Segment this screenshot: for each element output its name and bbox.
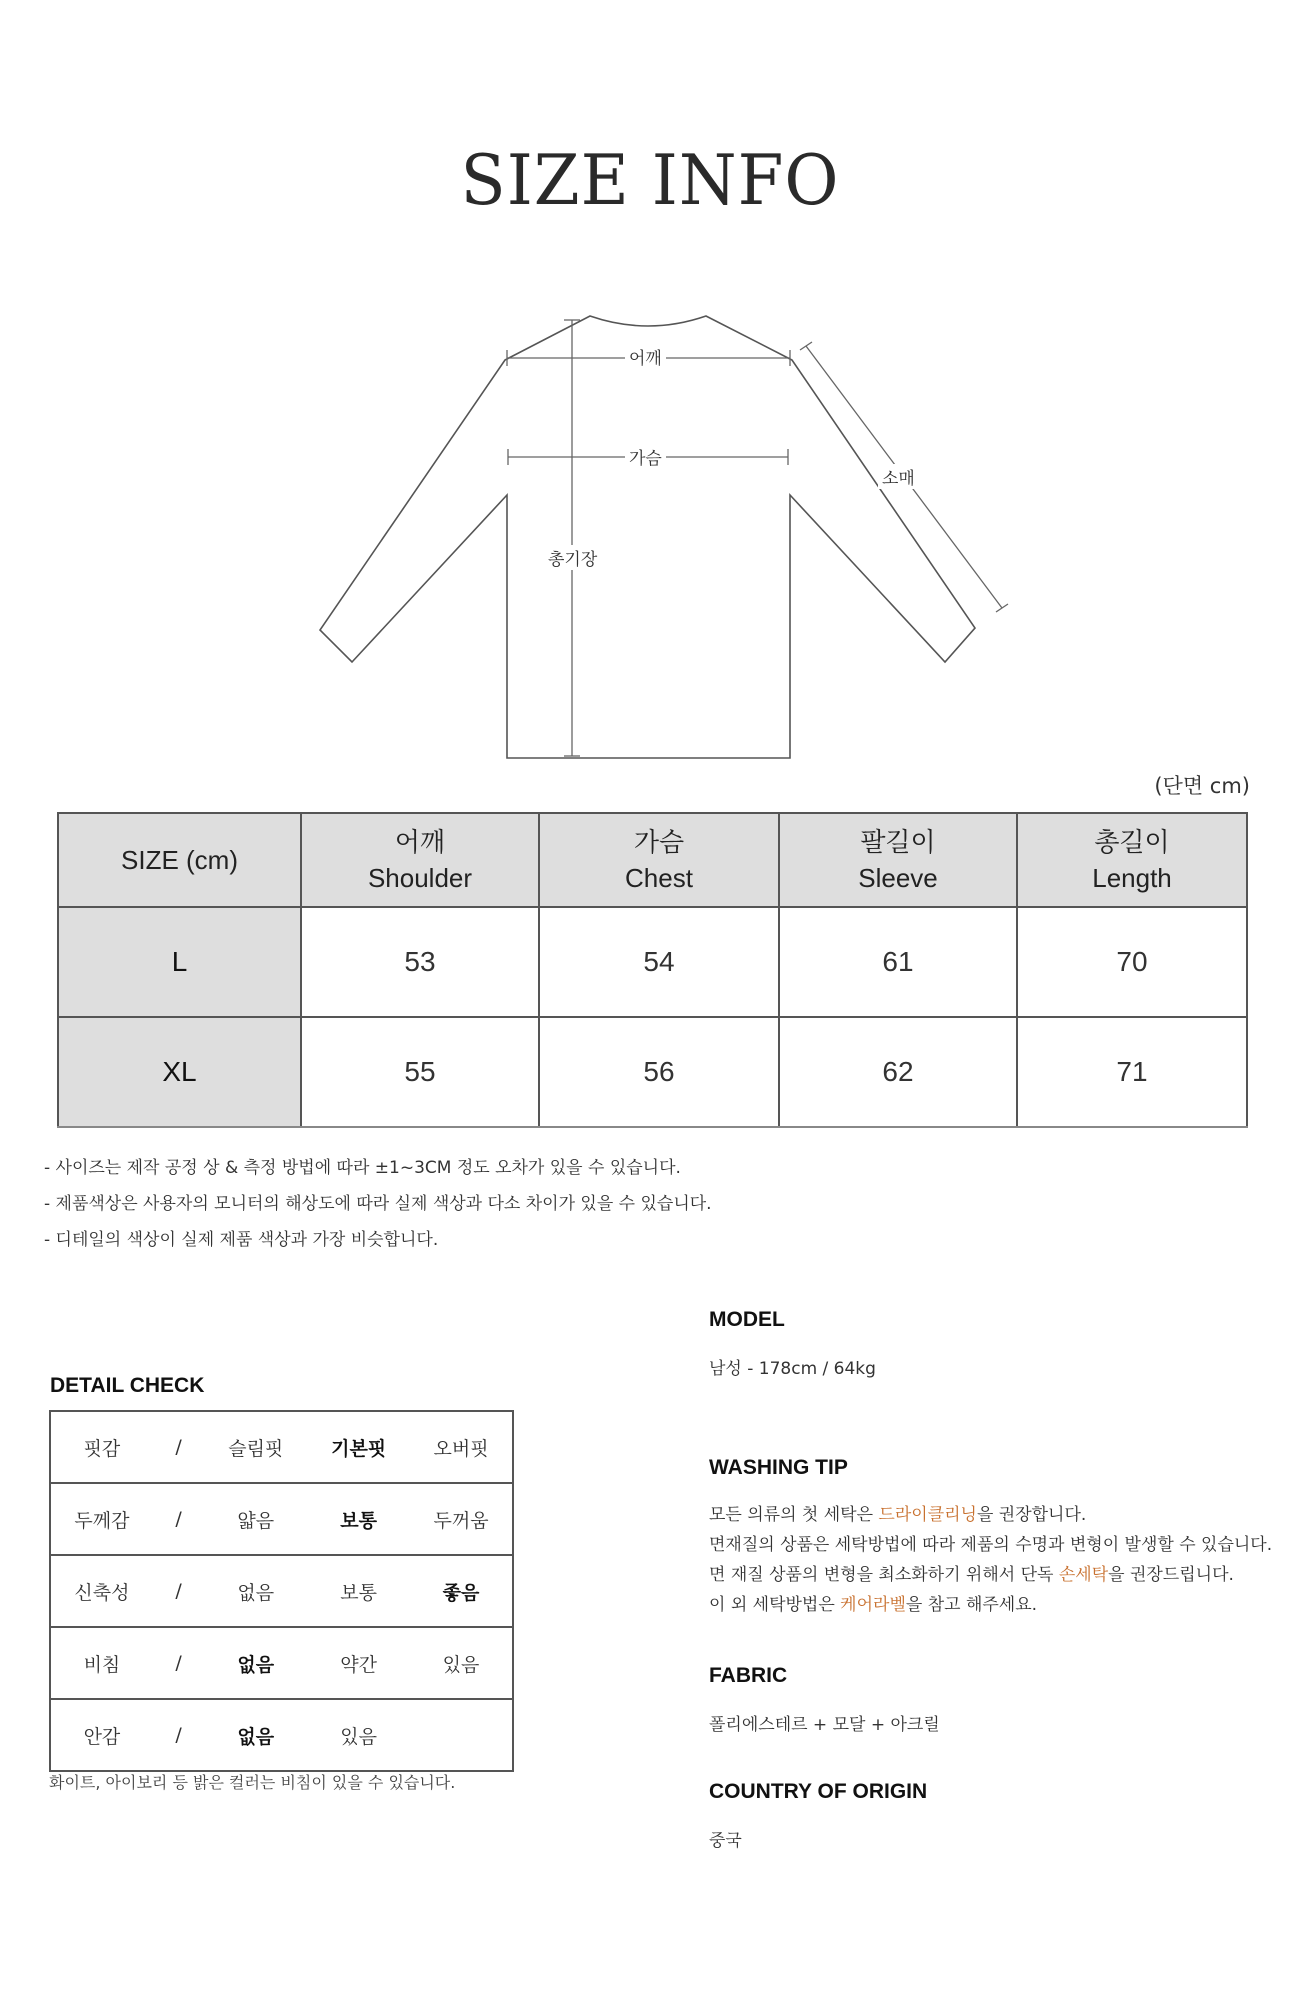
detail-check-row [50,1483,513,1555]
value-cell: 71 [1017,1017,1247,1127]
detail-option: 슬림핏 [204,1411,307,1483]
garment-outline [320,316,975,758]
size-cell: XL [58,1017,301,1127]
detail-option: 없음 [204,1627,307,1699]
value-cell: 53 [301,907,539,1017]
value-cell: 62 [779,1017,1017,1127]
detail-check-row [50,1411,513,1483]
size-cell: L [58,907,301,1017]
fabric-text: 폴리에스테르 + 모달 + 아크릴 [709,1715,940,1735]
value-cell: 61 [779,907,1017,1017]
detail-check-row [50,1699,513,1771]
detail-check-row [50,1627,513,1699]
note-line: - 제품색상은 사용자의 모니터의 해상도에 따라 실제 색상과 다소 차이가 있을 수 있습니다. [44,1194,712,1214]
length-label: 총기장 [544,545,601,570]
detail-option: 없음 [204,1699,307,1771]
detail-separator: / [153,1627,204,1699]
detail-check-table [49,1410,514,1772]
header-sleeve: 팔길이 Sleeve [779,813,1017,907]
table-row [58,907,1247,1017]
detail-separator: / [153,1555,204,1627]
header-shoulder: 어깨 Shoulder [301,813,539,907]
chest-label: 가슴 [625,444,666,469]
detail-option: 좋음 [410,1555,513,1627]
washing-heading: WASHING TIP [709,1456,848,1479]
sleeve-label: 소매 [878,464,919,489]
detail-option: 없음 [204,1555,307,1627]
table-row [58,1017,1247,1127]
detail-option: 두꺼움 [410,1483,513,1555]
page-title: SIZE INFO [460,140,840,221]
model-text: 남성 - 178cm / 64kg [709,1359,876,1379]
value-cell: 55 [301,1017,539,1127]
detail-option: 약간 [307,1627,410,1699]
detail-check-title: DETAIL CHECK [50,1374,205,1397]
note-line: - 사이즈는 제작 공정 상 & 측정 방법에 따라 ±1~3CM 정도 오차가 있을 수 있습니다. [44,1158,681,1178]
value-cell: 54 [539,907,779,1017]
garment-diagram [0,300,1300,770]
detail-option: 오버핏 [410,1411,513,1483]
washing-line-1: 모든 의류의 첫 세탁은 드라이클리닝을 권장합니다. [709,1505,1087,1525]
value-cell: 56 [539,1017,779,1127]
detail-separator: / [153,1483,204,1555]
detail-label: 비침 [50,1627,153,1699]
detail-check-row [50,1555,513,1627]
fabric-heading: FABRIC [709,1664,788,1687]
detail-check-note: 화이트, 아이보리 등 밝은 컬러는 비침이 있을 수 있습니다. [49,1773,456,1792]
detail-label: 핏감 [50,1411,153,1483]
size-notes [44,1150,712,1258]
detail-option: 있음 [307,1699,410,1771]
model-heading: MODEL [709,1308,785,1331]
unit-note: (단면 cm) [1154,774,1250,798]
detail-option [410,1699,513,1771]
header-length: 총길이 Length [1017,813,1247,907]
detail-option: 보통 [307,1555,410,1627]
washing-line-3: 면 재질 상품의 변형을 최소화하기 위해서 단독 손세탁을 권장드립니다. [709,1565,1234,1585]
detail-label: 신축성 [50,1555,153,1627]
washing-text [709,1500,1272,1620]
detail-label: 두께감 [50,1483,153,1555]
detail-option: 얇음 [204,1483,307,1555]
note-line: - 디테일의 색상이 실제 제품 색상과 가장 비슷합니다. [44,1230,439,1250]
detail-separator: / [153,1411,204,1483]
size-table [57,812,1248,1128]
detail-option: 있음 [410,1627,513,1699]
detail-option: 기본핏 [307,1411,410,1483]
detail-option: 보통 [307,1483,410,1555]
origin-text: 중국 [709,1831,742,1851]
value-cell: 70 [1017,907,1247,1017]
washing-line-4: 이 외 세탁방법은 케어라벨을 참고 해주세요. [709,1595,1038,1615]
shoulder-label: 어깨 [625,344,666,369]
origin-heading: COUNTRY OF ORIGIN [709,1780,928,1803]
detail-separator: / [153,1699,204,1771]
detail-label: 안감 [50,1699,153,1771]
washing-line-2: 면재질의 상품은 세탁방법에 따라 제품의 수명과 변형이 발생할 수 있습니다. [709,1535,1273,1555]
header-chest: 가슴 Chest [539,813,779,907]
header-size: SIZE (cm) [58,813,301,907]
